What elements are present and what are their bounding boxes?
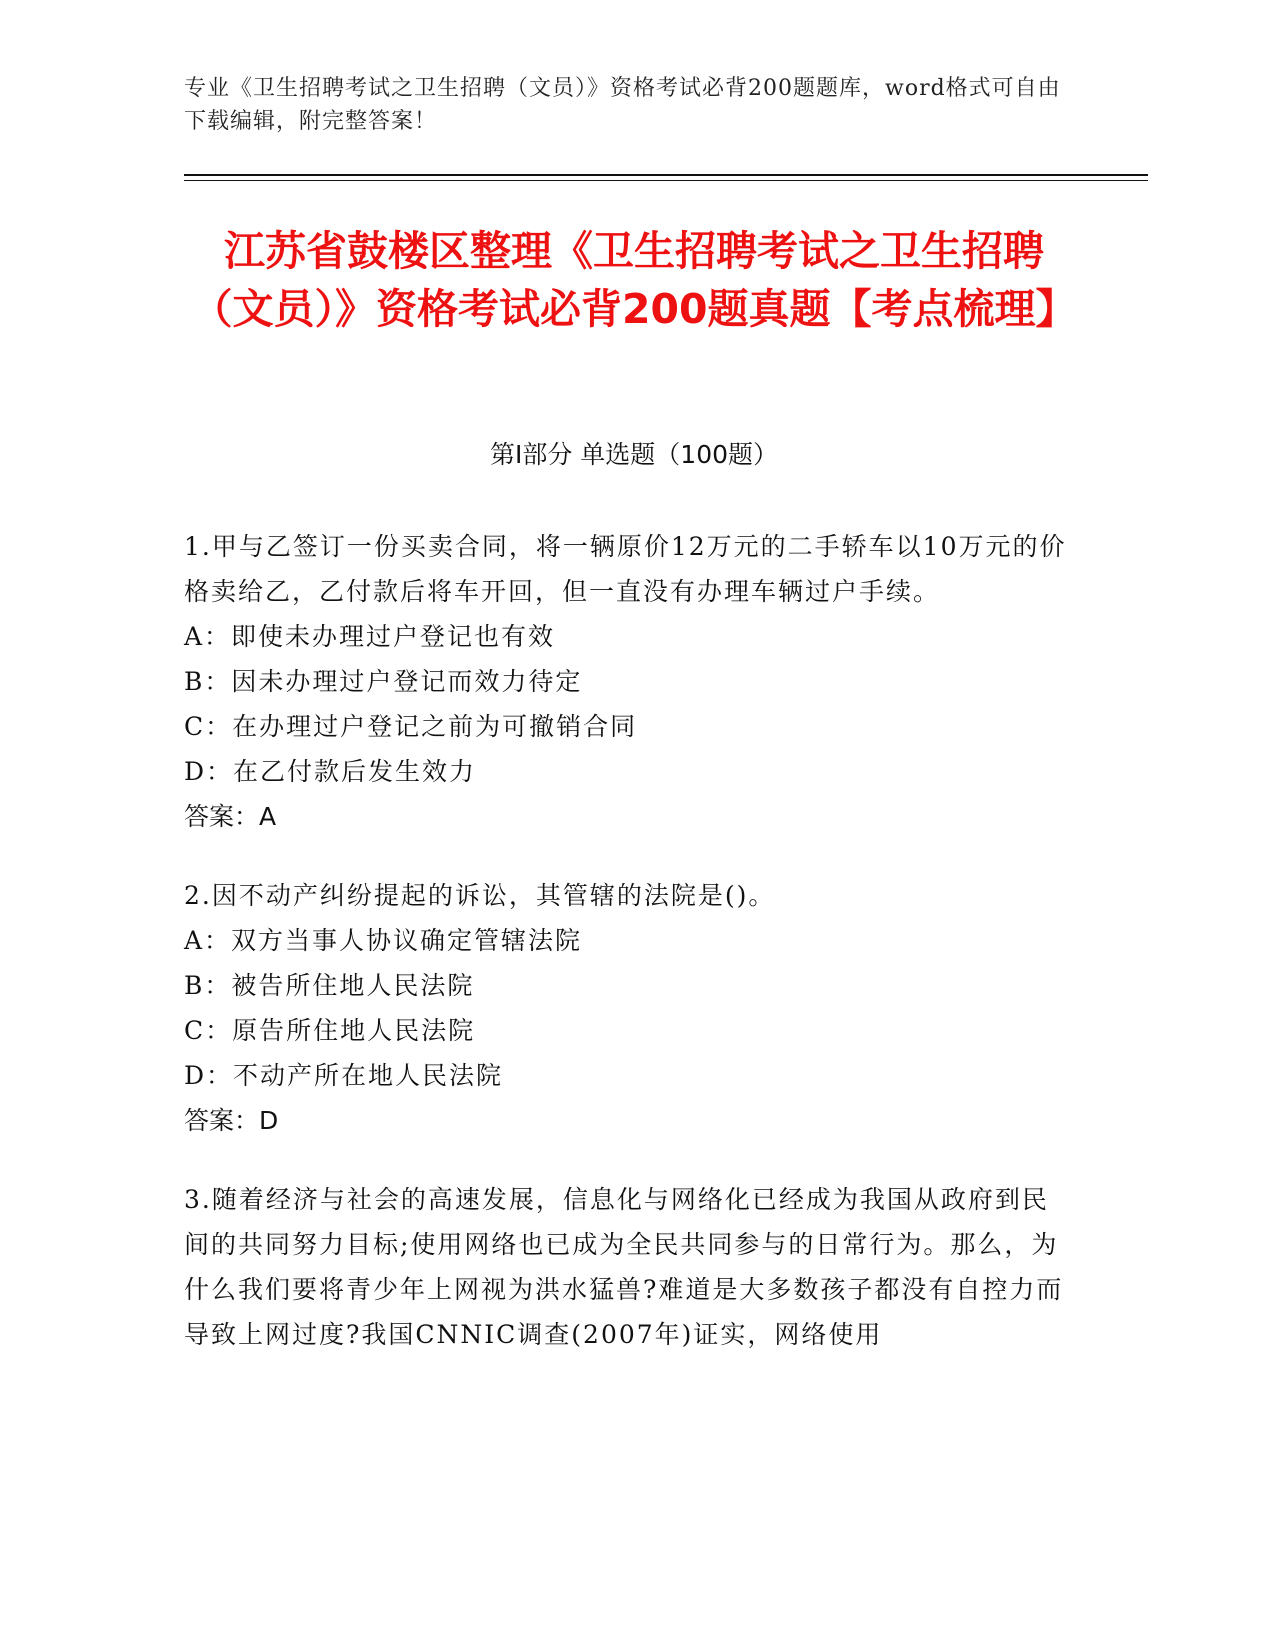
option-a: A：即使未办理过户登记也有效: [184, 622, 556, 651]
question-item: [184, 524, 1074, 839]
question-text: 1.甲与乙签订一份买卖合同，将一辆原价12万元的二手轿车以10万元的价格卖给乙，乙付款后将车开回，但一直没有办理车辆过户手续。: [184, 532, 1067, 606]
option-a: A：双方当事人协议确定管辖法院: [184, 926, 583, 955]
option-c: C：在办理过户登记之前为可撤销合同: [184, 712, 638, 741]
question-item: [184, 1177, 1074, 1357]
question-list: [184, 524, 1074, 1391]
question-item: [184, 873, 1074, 1143]
option-b: B：因未办理过户登记而效力待定: [184, 667, 583, 696]
question-text: 2.因不动产纠纷提起的诉讼，其管辖的法院是()。: [184, 881, 776, 910]
header-note: 专业《卫生招聘考试之卫生招聘（文员）》资格考试必背200题题库，word格式可自由下载编辑，附完整答案！: [184, 76, 1061, 134]
header-divider-thick: [184, 174, 1148, 176]
question-text: 3.随着经济与社会的高速发展，信息化与网络化已经成为我国从政府到民间的共同努力目标;使用网络也已成为全民共同参与的日常行为。那么，为什么我们要将青少年上网视为洪水猛兽?难道是大多数孩子都没有自控力而导致上网过度?我国CNNIC调查(2007年)证实，网络使用: [184, 1185, 1064, 1349]
answer-line: 答案：A: [184, 802, 277, 831]
answer-line: 答案：D: [184, 1106, 279, 1135]
option-d: D：不动产所在地人民法院: [184, 1061, 504, 1090]
document-title: 江苏省鼓楼区整理《卫生招聘考试之卫生招聘（文员）》资格考试必背200题真题【考点梳理】: [191, 227, 1077, 333]
option-c: C：原告所住地人民法院: [184, 1016, 476, 1045]
header-divider-thin: [184, 180, 1148, 181]
option-b: B：被告所住地人民法院: [184, 971, 475, 1000]
option-d: D：在乙付款后发生效力: [184, 757, 477, 786]
section-heading: 第I部分 单选题（100题）: [489, 440, 779, 469]
